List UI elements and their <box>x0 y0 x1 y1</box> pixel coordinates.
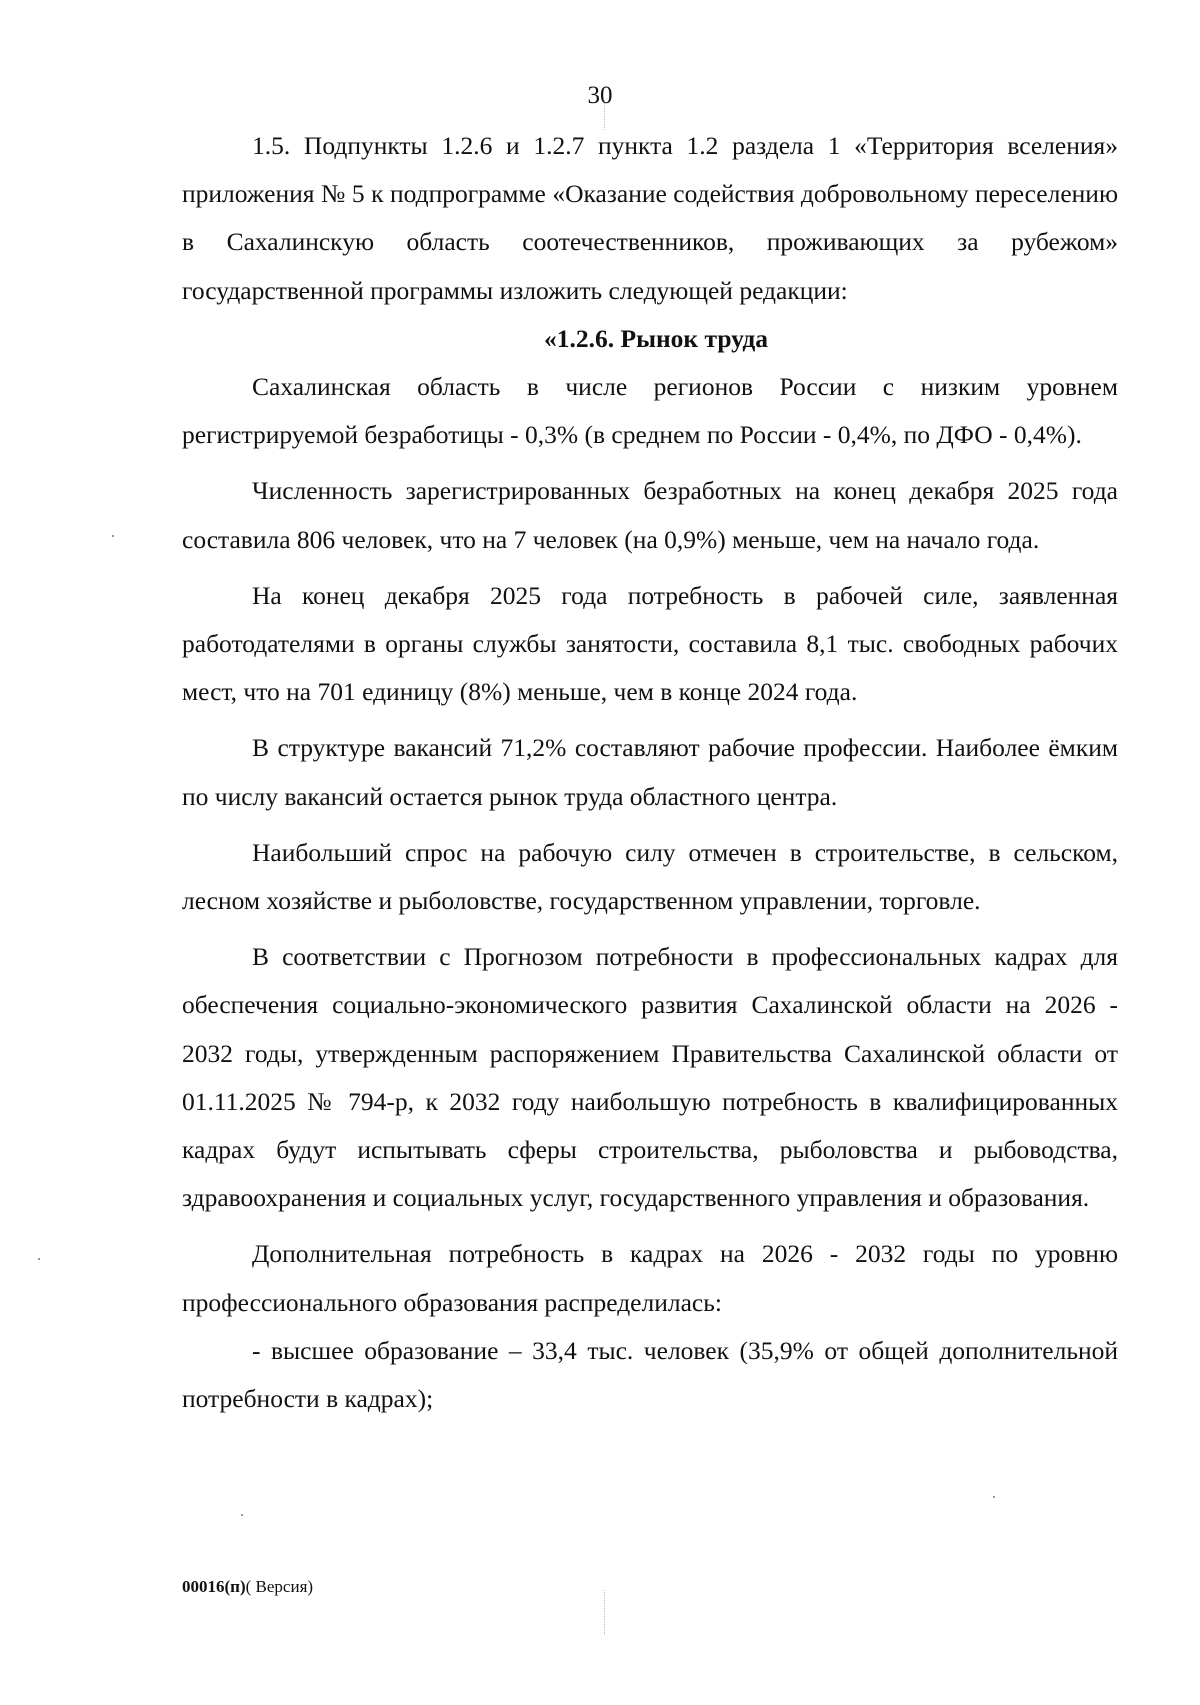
page-number: 30 <box>587 82 613 109</box>
scan-speck <box>112 535 114 537</box>
paragraph-labor-demand: На конец декабря 2025 года потребность в рабочей силе, заявленная работодателями в органы службы занятости, составила 8,1 тыс. свободных рабочих мест, что на 701 единицу (8%) меньше, чем в конце 2024 года. <box>182 580 1118 707</box>
footer-code: 00016(п) <box>182 1577 246 1596</box>
scan-speck <box>38 1258 40 1260</box>
section-heading: «1.2.6. Рынок труда <box>544 323 768 353</box>
footer-document-code <box>182 1576 313 1598</box>
paragraph-vacancy-structure: В структуре вакансий 71,2% составляют рабочие профессии. Наиболее ёмким по числу вакансий остается рынок труда областного центра. <box>182 733 1118 811</box>
paragraph-registered-unemployed: Численность зарегистрированных безработных на конец декабря 2025 года составила 806 человек, что на 7 человек (на 0,9%) меньше, чем на начало года. <box>182 476 1118 554</box>
paragraph-unemployment-rate: Сахалинская область в числе регионов России с низким уровнем регистрируемой безработицы - 0,3% (в среднем по России - 0,4%, по ДФО - 0,4%). <box>182 372 1118 450</box>
scan-speck <box>993 1496 995 1498</box>
intro-paragraph: 1.5. Подпункты 1.2.6 и 1.2.7 пункта 1.2 раздела 1 «Территория вселения» приложения № 5 к подпрограмме «Оказание содействия добровольному переселению в Сахалинскую область соотечественников, проживающих за рубежом» государственной программы изложить следующей редакции: <box>182 131 1118 305</box>
footer-version: ( Версия) <box>245 1577 314 1596</box>
list-item-higher-education: - высшее образование – 33,4 тыс. человек (35,9% от общей дополнительной потребности в кадрах); <box>182 1335 1118 1414</box>
scan-speck <box>241 1514 243 1516</box>
scan-fold-mark <box>604 1590 605 1635</box>
paragraph-forecast: В соответствии с Прогнозом потребности в профессиональных кадрах для обеспечения социально-экономического развития Сахалинской области на 2026 - 2032 годы, утвержденным распоряжением Правительства Сахалинской области от 01.11.2025 № 794-р, к 2032 году наибольшую потребность в квалифицированных кадрах будут испытывать сферы строительства, рыболовства и рыбоводства, здравоохранения и социальных услуг, государственного управления и образования. <box>182 942 1118 1213</box>
document-body <box>182 122 1118 1423</box>
paragraph-additional-demand: Дополнительная потребность в кадрах на 2026 - 2032 годы по уровню профессионального образования распределилась: <box>182 1239 1118 1317</box>
paragraph-highest-demand: Наибольший спрос на рабочую силу отмечен в строительстве, в сельском, лесном хозяйстве и рыболовстве, государственном управлении, торговле. <box>182 837 1118 916</box>
scan-fold-mark <box>604 100 605 130</box>
